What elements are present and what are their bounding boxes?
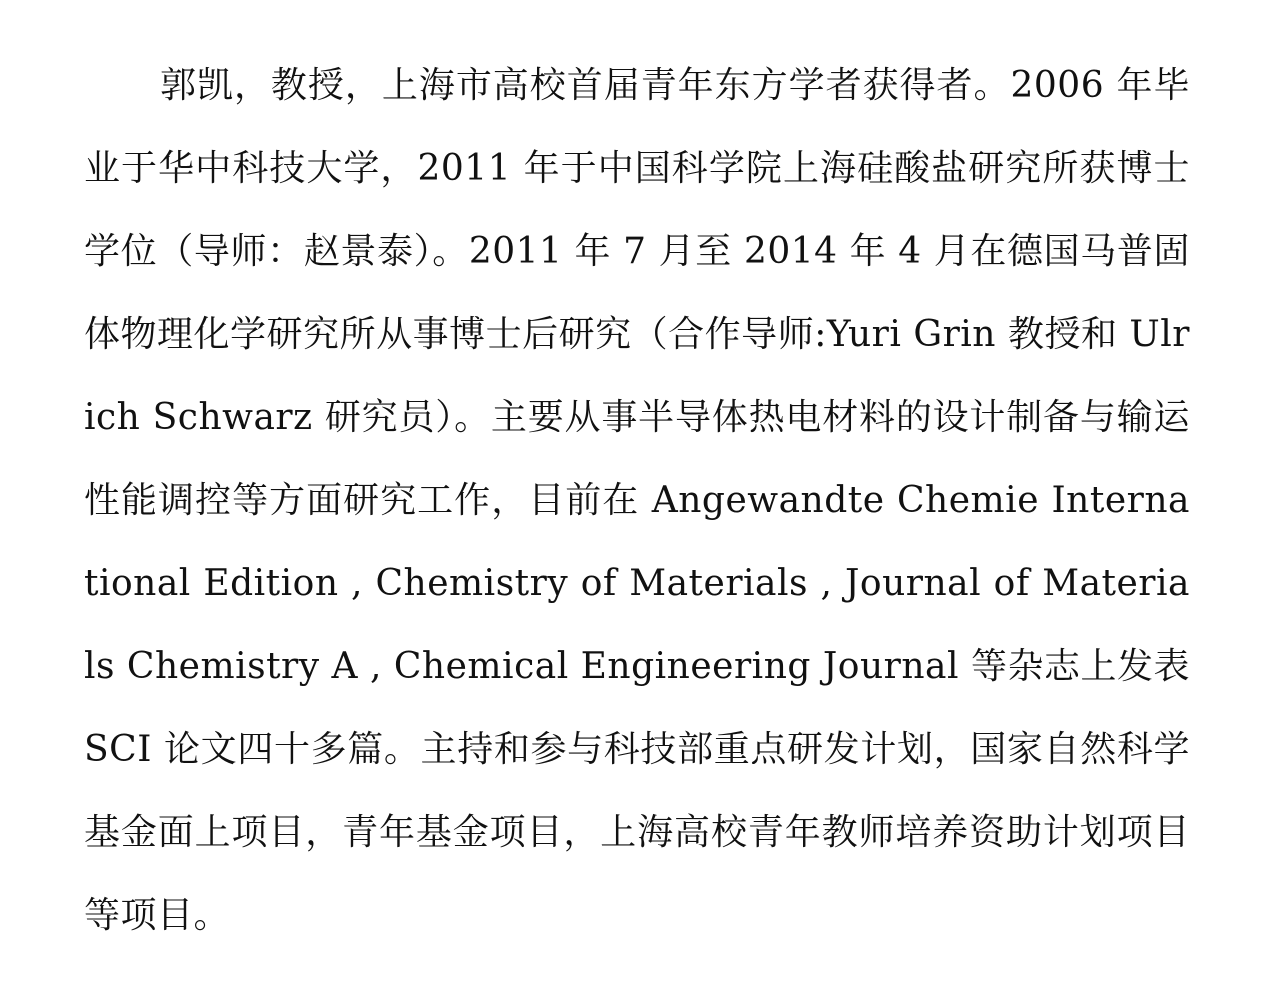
bio-paragraph: 郭凯，教授，上海市高校首届青年东方学者获得者。2006 年毕业于华中科技大学，2011 年于中国科学院上海硅酸盐研究所获博士学位（导师：赵景泰）。2011 年 7 月至 2014 年 4 月在德国马普固体物理化学研究所从事博士后研究（合作导师:Yuri Grin 教授和 Ulrich Schwarz 研究员）。主要从事半导体热电材料的设计制备与输运性能调控等方面研究工作，目前在 Angewandte Chemie International Edition , Chemistry of Materials , Journal of Materials Chemistry A , Chemical Engineering Journal 等杂志上发表 SCI 论文四十多篇。主持和参与科技部重点研发计划，国家自然科学基金面上项目，青年基金项目，上海高校青年教师培养资助计划项目等项目。 [84, 65, 1190, 936]
